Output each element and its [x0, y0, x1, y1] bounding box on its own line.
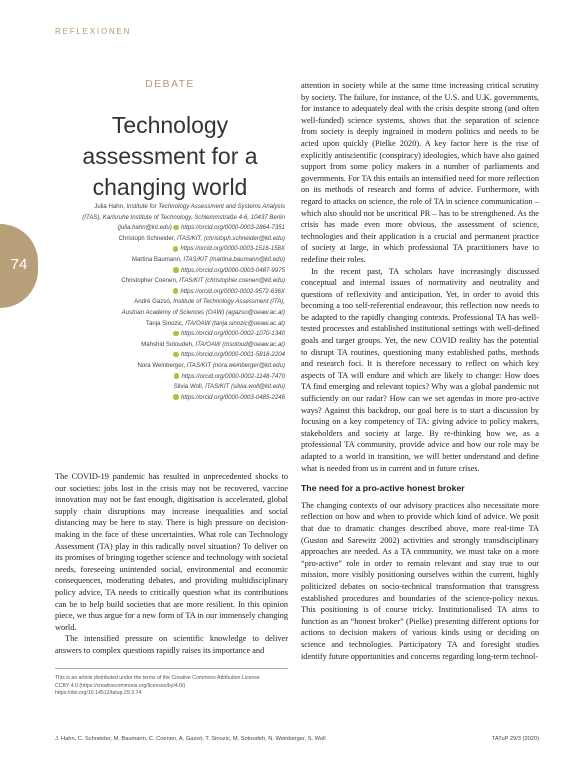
- paragraph: In the recent past, TA scholars have increasingly discussed conceptual and internal issues of normativity and neutrality and questions of reflexivity and anticipation. Yet, in order to avoid this becoming a too self-referential endeavour, this reflection now needs to be adapted to the rapidly changing contexts. Professional TA has well-tested processes and established institutional settings with well-defined goals and target groups. Yet, the new COVID reality has the potential to disrupt TA routines, questioning many established paths, methods and research foci. It is therefore necessary to reflect on which key aspects of TA will endure and which are likely to change: How does TA find emerging and relevant topics? Why was a global pandemic not sufficiently on our radar? How can we set agendas in more pro-active ways? Against this backdrop, our goal here is to start a discussion by focusing on a key competency of TA: giving advice to policy makers, stakeholders and society at large. By re-thinking how we, as a professional TA community, provide advice and how our role may be adapted to a world in transition, we will better understand and define what is needed from us in current and in future crises.: [301, 266, 539, 473]
- body-left-column: [55, 471, 288, 657]
- author-line: [55, 266, 285, 277]
- author-line: [55, 213, 285, 224]
- author-affiliation: ITAS/KIT (christopher.coenen@kit.edu): [179, 277, 285, 285]
- author-line: [55, 350, 285, 361]
- author-name: Nora Weinberger,: [137, 361, 186, 369]
- orcid-link[interactable]: https://orcid.org/0000-0002-9572-636X: [180, 287, 285, 295]
- author-affiliation: (julia.hahn@kit.edu): [117, 224, 172, 232]
- author-line: [55, 297, 285, 308]
- orcid-icon: [173, 352, 179, 358]
- author-line: [55, 234, 285, 245]
- author-name: Tanja Sinozic,: [145, 319, 184, 327]
- paragraph: The changing contexts of our advisory practices also necessitate more reflection on how and when to provide which kind of advice. We posit that due to dramatic changes described above, more real-time TA (Guston and Sarewitz 2002) activities and strongly transdisciplinary approaches are needed. As a TA community, we must take on a more “pro-active” role in order to remain relevant and stay true to our mission, more visibly positioning ourselves within the current, highly politicized debates on socio-technical transformation that transgress established procedures and boundaries of the science-policy nexus. This positioning is of course tricky. Institutionalised TA aims to function as an “honest broker” (Pielke) presenting different options for actions to decision makers of various kinds using or deciding on science and technologies. Participatory TA and foresight studies identify future opportunities and concerns regarding long-term technol-: [301, 500, 539, 661]
- license-line: This is an article distributed under the terms of the Creative Commons Attribution License: [55, 675, 260, 681]
- orcid-link[interactable]: https://orcid.org/0000-0003-2864-7351: [180, 224, 285, 232]
- author-affiliation: Austrian Academy of Sciences (OAW) (agazso@oeaw.ac.at): [121, 308, 285, 316]
- author-list: [55, 202, 285, 403]
- orcid-icon: [173, 246, 179, 252]
- author-line: [55, 319, 285, 330]
- section-label: REFLEXIONEN: [55, 27, 132, 36]
- footer-authors: J. Hahn, C. Schneider, M. Baumann, C. Coenen, A. Gazsó, T. Sinozic, M. Sotoudeh, N. Weinberger, S. Woll: [55, 736, 326, 742]
- author-line: [55, 255, 285, 266]
- paragraph: The intensified pressure on scientific knowledge to deliver answers to complex questions rapidly raises its importance and: [55, 634, 288, 655]
- license-note: [55, 675, 288, 698]
- title-line: changing world: [92, 174, 248, 200]
- paragraph: The COVID-19 pandemic has resulted in unprecedented shocks to our societies: jobs lost in the crisis may not be recovered, vaccine innovation may not be fast enough, digitisation is accelerated, global supply chain disruptions may increase inequalities and social distancing may be here to stay. There is high pressure on decision-making in the face of these uncertainties. What role can Technology Assessment (TA) play in this radically novel situation? To deliver on its promises of bringing together science and technology with societal needs, foreseeing unintended social, environmental and economic consequences, moderating debates, and providing multidisciplinary policy advice, TA needs to critically question what its contributions can be to help build societies that are more resilient. In this opinion piece, we thus argue for a new form of TA in our immensely changing world.: [55, 472, 288, 632]
- orcid-icon: [173, 288, 179, 294]
- section-heading: The need for a pro-active honest broker: [301, 483, 465, 494]
- paragraph: attention in society while at the same time increasing critical scrutiny by society. The failure, for instance, of the U.S. and U.K. governments, for instance to adequately deal with the crisis despite strong (and often well-funded) science systems, shows that the separation of science from society is deeply ingrained in modern politics and needs to be acted upon quickly (Pielke 2020). A key factor here is the rise of explicitly antiscientific (conspiracy) ideologies, which have also gained support from some policy makers in a number of parliaments and governments. For TA this entails an intensified need for more reflection on its methods of research and forms of advice. Furthermore, with regard to attacks on science, the role of TA in science communication – which also should not be uncritical PR – has to be strengthened. As the crisis has made even more obvious, the assessment of science, technologies and their application is a crucial and permanent practice of society at large, in which professional TA practitioners have to redefine their roles.: [301, 81, 539, 264]
- author-line: [55, 329, 285, 340]
- license-link[interactable]: CCBY 4.0 (https://creativecommons.org/licenses/by/4.0/): [55, 682, 186, 689]
- author-affiliation: ITA/OAW (msotoud@oeaw.ac.at): [195, 340, 285, 348]
- orcid-link[interactable]: https://orcid.org/0000-0003-0485-2246: [180, 393, 285, 401]
- title-line: Technology: [111, 112, 229, 138]
- doi-link[interactable]: https://doi.org/10.14512/tatup.29.3.74: [55, 690, 142, 697]
- author-affiliation: ITAS/KIT (martina.baumann@kit.edu): [183, 255, 285, 263]
- author-affiliation: (ITAS), Karlsruhe Institute of Technology, Schlemmstraße 4-6, 10437 Berlin: [82, 213, 285, 221]
- orcid-icon: [173, 331, 179, 337]
- author-line: [55, 223, 285, 234]
- orcid-link[interactable]: https://orcid.org/0000-0003-1516-158X: [180, 245, 285, 253]
- author-line: [55, 361, 285, 372]
- author-name: Christoph Schneider,: [118, 234, 176, 242]
- orcid-icon: [173, 394, 179, 400]
- author-affiliation: ITAS/KIT, (christoph.schneider@kit.edu): [176, 234, 285, 242]
- author-line: [55, 244, 285, 255]
- author-name: Mahshid Sotoudeh,: [141, 340, 194, 348]
- author-line: [55, 340, 285, 351]
- orcid-icon: [174, 373, 180, 379]
- author-affiliation: Institute for Technology Assessment and Systems Analysis: [126, 203, 285, 210]
- author-affiliation: ITAS/KIT (nora.weinberger@kit.edu): [186, 361, 285, 369]
- author-name: Silvia Woll,: [173, 383, 204, 391]
- author-line: [55, 308, 285, 319]
- author-affiliation: Institute of Technology Assessment (ITA),: [173, 298, 285, 306]
- author-affiliation: ITAS/KIT (silvia.woll@kit.edu): [205, 383, 285, 391]
- author-name: Martina Baumann,: [131, 255, 182, 263]
- author-name: Julia Hahn,: [94, 203, 125, 210]
- author-line: [55, 276, 285, 287]
- license-divider: [55, 668, 288, 669]
- author-name: André Gazsó,: [134, 298, 172, 306]
- author-line: [55, 287, 285, 298]
- article-kicker: DEBATE: [145, 78, 195, 90]
- orcid-link[interactable]: https://orcid.org/0000-0003-0487-9975: [180, 266, 285, 274]
- body-right-column: [301, 80, 539, 662]
- author-line: [55, 202, 285, 213]
- author-line: [55, 393, 285, 404]
- orcid-icon: [173, 267, 179, 273]
- title-line: assessment for a: [82, 143, 258, 169]
- author-name: Christopher Coenen,: [121, 277, 178, 285]
- orcid-icon: [173, 225, 179, 231]
- author-line: [55, 382, 285, 393]
- footer-journal: TATuP 29/3 (2020): [491, 736, 539, 742]
- orcid-link[interactable]: https://orcid.org/0000-0001-5818-2204: [180, 351, 285, 359]
- article-title: [55, 110, 285, 203]
- author-affiliation: ITA/OAW (tanja.sinozic@oeaw.ac.at): [185, 319, 285, 327]
- orcid-link[interactable]: https://orcid.org/0000-0002-1070-1340: [180, 330, 285, 338]
- author-line: [55, 372, 285, 383]
- orcid-link[interactable]: https://orcid.org/0000-0002-1148-7470: [181, 372, 285, 380]
- page-number: 74: [10, 256, 28, 273]
